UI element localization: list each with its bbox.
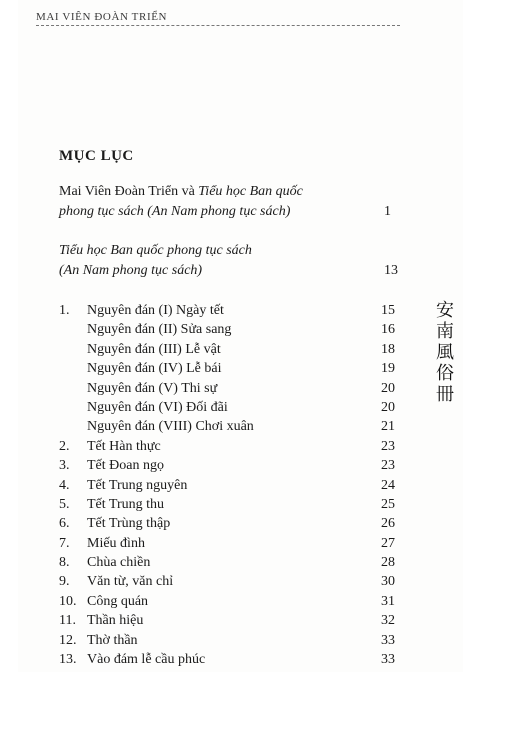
toc-row-page: 33 <box>381 632 395 648</box>
toc-row-number: 1. <box>59 303 70 318</box>
book-page-number: 13 <box>384 263 398 278</box>
toc-row-page: 26 <box>381 516 395 532</box>
toc-row-number: 12. <box>59 632 77 648</box>
toc-row-page: 25 <box>381 496 395 512</box>
toc-row <box>59 534 419 553</box>
toc-row <box>59 437 419 456</box>
toc-row-page: 20 <box>381 380 395 396</box>
toc-row <box>59 301 419 320</box>
toc-row-page: 18 <box>381 341 395 357</box>
side-cjk-title <box>434 300 456 405</box>
toc-row <box>59 572 419 591</box>
toc-row <box>59 553 419 572</box>
toc-row-page: 15 <box>381 303 395 318</box>
toc-row-page: 19 <box>381 361 395 377</box>
toc-row-title: Tết Trung thu <box>87 496 165 512</box>
toc-row-title: Nguyên đán (IV) Lễ bái <box>87 361 222 377</box>
toc-row <box>59 611 419 630</box>
toc-row-number: 4. <box>59 477 70 493</box>
toc-row-number: 11. <box>59 613 76 629</box>
toc-row-title: Chùa chiền <box>87 555 151 571</box>
intro-line-2: phong tục sách (An Nam phong tục sách) <box>59 204 291 219</box>
side-cjk-glyph: 冊 <box>436 384 454 405</box>
toc-row-title: Văn từ, văn chỉ <box>87 574 174 590</box>
toc-row-number: 5. <box>59 496 70 512</box>
toc-row-number: 10. <box>59 593 77 609</box>
toc-row <box>59 340 419 359</box>
toc-row <box>59 456 419 475</box>
toc-row-page: 33 <box>381 652 395 668</box>
intro-plain-text: Mai Viên Đoàn Triển và <box>59 184 199 199</box>
toc-row-title: Nguyên đán (VIII) Chơi xuân <box>87 419 254 435</box>
toc-row-title: Vào đám lễ cầu phúc <box>87 652 206 668</box>
side-cjk-glyph: 南 <box>436 321 454 342</box>
toc-row <box>59 359 419 378</box>
toc-row-title: Nguyên đán (I) Ngày tết <box>87 303 224 318</box>
toc-row-title: Nguyên đán (II) Sửa sang <box>87 322 232 338</box>
toc-row <box>59 631 419 650</box>
toc-row-title: Tết Hàn thực <box>87 438 161 454</box>
toc-intro-entry <box>59 182 391 222</box>
toc-row-title: Thờ thần <box>87 632 138 648</box>
running-head: MAI VIÊN ĐOÀN TRIỂN <box>36 11 168 23</box>
toc-row <box>59 320 419 339</box>
toc-row-title: Tết Trung nguyên <box>87 477 188 493</box>
toc-row <box>59 398 419 417</box>
toc-row <box>59 514 419 533</box>
toc-row-number: 3. <box>59 458 70 474</box>
toc-row <box>59 379 419 398</box>
toc-row-title: Công quán <box>87 593 149 609</box>
toc-row-page: 32 <box>381 613 395 629</box>
toc-row <box>59 592 419 611</box>
toc-row-title: Nguyên đán (V) Thi sự <box>87 380 218 396</box>
toc-row-title: Nguyên đán (III) Lễ vật <box>87 341 221 357</box>
toc-row <box>59 495 419 514</box>
toc-row-page: 27 <box>381 535 395 551</box>
book-line-2: (An Nam phong tục sách) <box>59 263 203 278</box>
toc-row-page: 31 <box>381 593 395 609</box>
book-line-1: Tiểu học Ban quốc phong tục sách <box>59 243 252 258</box>
toc-row-title: Miếu đình <box>87 535 145 551</box>
toc-row-page: 20 <box>381 399 395 415</box>
toc-row-title: Nguyên đán (VI) Đối đãi <box>87 399 228 415</box>
intro-italic-text: Tiểu học Ban quốc <box>198 184 303 199</box>
toc-entry-list <box>59 301 419 669</box>
toc-row-page: 28 <box>381 555 395 571</box>
toc-row <box>59 476 419 495</box>
toc-row-number: 7. <box>59 535 70 551</box>
intro-page-number: 1 <box>384 204 391 219</box>
toc-row-page: 23 <box>381 438 395 454</box>
toc-row-number: 2. <box>59 438 70 454</box>
toc-row-number: 9. <box>59 574 70 590</box>
toc-row-title: Thần hiệu <box>87 613 144 629</box>
toc-row-number: 8. <box>59 555 70 571</box>
toc-row-page: 23 <box>381 458 395 474</box>
header-rule <box>36 25 400 26</box>
intro-line-1 <box>59 182 303 202</box>
toc-row-number: 13. <box>59 652 77 668</box>
side-cjk-glyph: 風 <box>436 342 454 363</box>
toc-row <box>59 650 419 669</box>
toc-row-number: 6. <box>59 516 70 532</box>
toc-row-page: 30 <box>381 574 395 590</box>
toc-row <box>59 417 419 436</box>
toc-title: MỤC LỤC <box>59 148 134 164</box>
toc-row-page: 24 <box>381 477 395 493</box>
toc-book-entry <box>59 241 398 281</box>
side-cjk-glyph: 俗 <box>436 363 454 384</box>
toc-row-page: 21 <box>381 419 395 435</box>
toc-row-title: Tết Trùng thập <box>87 516 171 532</box>
toc-row-title: Tết Đoan ngọ <box>87 458 164 474</box>
side-cjk-glyph: 安 <box>436 300 454 321</box>
toc-row-page: 16 <box>381 322 395 338</box>
